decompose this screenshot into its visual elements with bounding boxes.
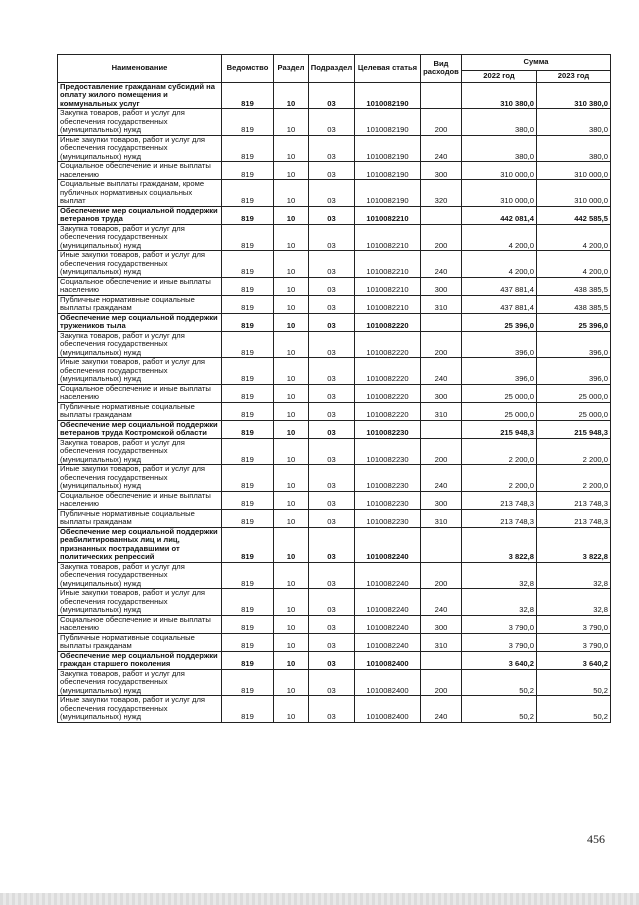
row-expense-type: 200	[421, 562, 462, 589]
row-sum-2022: 3 790,0	[462, 615, 537, 633]
row-section: 10	[274, 224, 309, 251]
row-sum-2023: 3 822,8	[537, 527, 611, 562]
table-row	[58, 224, 611, 251]
header-year-2022: 2022 год	[462, 71, 537, 83]
row-department: 819	[222, 251, 274, 278]
table-row	[58, 420, 611, 438]
row-name: Закупка товаров, работ и услуг для обеспечения государственных (муниципальных) нужд	[58, 562, 222, 589]
table-row	[58, 696, 611, 723]
row-department: 819	[222, 109, 274, 136]
row-section: 10	[274, 615, 309, 633]
row-sum-2022: 4 200,0	[462, 224, 537, 251]
row-sum-2023: 310 000,0	[537, 162, 611, 180]
row-section: 10	[274, 277, 309, 295]
row-name: Иные закупки товаров, работ и услуг для обеспечения государственных (муниципальных) нужд	[58, 696, 222, 723]
table-row	[58, 402, 611, 420]
table-row	[58, 615, 611, 633]
row-sum-2022: 25 000,0	[462, 384, 537, 402]
row-subsection: 03	[309, 527, 355, 562]
row-sum-2023: 2 200,0	[537, 465, 611, 492]
row-department: 819	[222, 384, 274, 402]
row-name: Социальное обеспечение и иные выплаты населению	[58, 491, 222, 509]
row-sum-2023: 25 000,0	[537, 402, 611, 420]
table-row	[58, 527, 611, 562]
row-subsection: 03	[309, 277, 355, 295]
row-expense-type: 310	[421, 633, 462, 651]
row-department: 819	[222, 527, 274, 562]
header-name: Наименование	[58, 55, 222, 83]
table-row	[58, 509, 611, 527]
row-section: 10	[274, 509, 309, 527]
row-sum-2023: 215 948,3	[537, 420, 611, 438]
row-section: 10	[274, 633, 309, 651]
row-expense-type: 300	[421, 277, 462, 295]
row-sum-2023: 310 000,0	[537, 180, 611, 207]
row-expense-type: 300	[421, 491, 462, 509]
row-section: 10	[274, 313, 309, 331]
row-section: 10	[274, 251, 309, 278]
row-name: Социальное обеспечение и иные выплаты населению	[58, 615, 222, 633]
row-sum-2022: 213 748,3	[462, 509, 537, 527]
table-row	[58, 384, 611, 402]
row-name: Обеспечение мер социальной поддержки ветеранов труда Костромской области	[58, 420, 222, 438]
row-subsection: 03	[309, 162, 355, 180]
row-subsection: 03	[309, 651, 355, 669]
table-row	[58, 562, 611, 589]
row-name: Иные закупки товаров, работ и услуг для обеспечения государственных (муниципальных) нужд	[58, 358, 222, 385]
row-subsection: 03	[309, 331, 355, 358]
row-name: Закупка товаров, работ и услуг для обеспечения государственных (муниципальных) нужд	[58, 438, 222, 465]
row-section: 10	[274, 384, 309, 402]
row-sum-2023: 438 385,5	[537, 295, 611, 313]
row-subsection: 03	[309, 633, 355, 651]
row-sum-2022: 215 948,3	[462, 420, 537, 438]
row-expense-type	[421, 313, 462, 331]
row-section: 10	[274, 420, 309, 438]
row-expense-type: 240	[421, 251, 462, 278]
row-section: 10	[274, 562, 309, 589]
row-department: 819	[222, 420, 274, 438]
table-row	[58, 82, 611, 109]
row-sum-2022: 442 081,4	[462, 206, 537, 224]
row-department: 819	[222, 562, 274, 589]
row-target: 1010082190	[355, 109, 421, 136]
row-target: 1010082210	[355, 251, 421, 278]
row-department: 819	[222, 509, 274, 527]
row-name: Социальное обеспечение и иные выплаты населению	[58, 277, 222, 295]
table-row	[58, 180, 611, 207]
budget-table	[57, 54, 611, 723]
row-subsection: 03	[309, 295, 355, 313]
row-target: 1010082230	[355, 420, 421, 438]
row-subsection: 03	[309, 696, 355, 723]
row-sum-2022: 380,0	[462, 109, 537, 136]
row-expense-type: 300	[421, 162, 462, 180]
row-name: Закупка товаров, работ и услуг для обеспечения государственных (муниципальных) нужд	[58, 109, 222, 136]
row-target: 1010082240	[355, 633, 421, 651]
row-section: 10	[274, 82, 309, 109]
row-target: 1010082220	[355, 402, 421, 420]
row-subsection: 03	[309, 180, 355, 207]
row-department: 819	[222, 295, 274, 313]
row-subsection: 03	[309, 420, 355, 438]
row-expense-type: 200	[421, 438, 462, 465]
row-name: Публичные нормативные социальные выплаты гражданам	[58, 509, 222, 527]
row-department: 819	[222, 313, 274, 331]
table-row	[58, 331, 611, 358]
row-name: Социальное обеспечение и иные выплаты населению	[58, 384, 222, 402]
row-department: 819	[222, 135, 274, 162]
row-sum-2023: 396,0	[537, 331, 611, 358]
table-row	[58, 358, 611, 385]
row-expense-type: 240	[421, 465, 462, 492]
table-row	[58, 313, 611, 331]
table-row	[58, 135, 611, 162]
row-sum-2023: 380,0	[537, 109, 611, 136]
row-department: 819	[222, 696, 274, 723]
table-row	[58, 277, 611, 295]
row-sum-2023: 4 200,0	[537, 224, 611, 251]
row-expense-type: 300	[421, 384, 462, 402]
row-sum-2022: 310 000,0	[462, 162, 537, 180]
table-body	[58, 82, 611, 722]
row-name: Иные закупки товаров, работ и услуг для обеспечения государственных (муниципальных) нужд	[58, 251, 222, 278]
row-sum-2023: 396,0	[537, 358, 611, 385]
row-name: Публичные нормативные социальные выплаты гражданам	[58, 295, 222, 313]
row-sum-2022: 437 881,4	[462, 277, 537, 295]
row-subsection: 03	[309, 615, 355, 633]
row-sum-2023: 50,2	[537, 696, 611, 723]
row-subsection: 03	[309, 562, 355, 589]
row-expense-type	[421, 527, 462, 562]
table-row	[58, 206, 611, 224]
row-sum-2023: 25 000,0	[537, 384, 611, 402]
table-row	[58, 162, 611, 180]
row-subsection: 03	[309, 669, 355, 696]
row-section: 10	[274, 527, 309, 562]
table-row	[58, 109, 611, 136]
row-name: Социальное обеспечение и иные выплаты населению	[58, 162, 222, 180]
row-section: 10	[274, 358, 309, 385]
row-sum-2022: 2 200,0	[462, 465, 537, 492]
row-department: 819	[222, 615, 274, 633]
header-expense-type: Вид расходов	[421, 55, 462, 83]
row-expense-type: 200	[421, 669, 462, 696]
row-section: 10	[274, 589, 309, 616]
row-name: Обеспечение мер социальной поддержки граждан старшего поколения	[58, 651, 222, 669]
row-sum-2022: 4 200,0	[462, 251, 537, 278]
row-sum-2022: 380,0	[462, 135, 537, 162]
row-sum-2023: 3 790,0	[537, 615, 611, 633]
row-section: 10	[274, 491, 309, 509]
row-sum-2023: 3 640,2	[537, 651, 611, 669]
row-expense-type: 310	[421, 402, 462, 420]
row-section: 10	[274, 295, 309, 313]
row-target: 1010082400	[355, 651, 421, 669]
row-name: Закупка товаров, работ и услуг для обеспечения государственных (муниципальных) нужд	[58, 224, 222, 251]
header-subsection: Подраздел	[309, 55, 355, 83]
row-expense-type: 240	[421, 696, 462, 723]
row-sum-2022: 310 380,0	[462, 82, 537, 109]
row-section: 10	[274, 651, 309, 669]
table-row	[58, 669, 611, 696]
row-target: 1010082400	[355, 669, 421, 696]
table-row	[58, 465, 611, 492]
row-subsection: 03	[309, 438, 355, 465]
row-sum-2023: 50,2	[537, 669, 611, 696]
row-sum-2022: 396,0	[462, 331, 537, 358]
row-name: Закупка товаров, работ и услуг для обеспечения государственных (муниципальных) нужд	[58, 669, 222, 696]
row-subsection: 03	[309, 402, 355, 420]
row-name: Иные закупки товаров, работ и услуг для обеспечения государственных (муниципальных) нужд	[58, 135, 222, 162]
row-sum-2023: 2 200,0	[537, 438, 611, 465]
row-sum-2023: 442 585,5	[537, 206, 611, 224]
header-department: Ведомство	[222, 55, 274, 83]
row-name: Социальные выплаты гражданам, кроме публичных нормативных социальных выплат	[58, 180, 222, 207]
row-target: 1010082230	[355, 491, 421, 509]
row-sum-2023: 25 396,0	[537, 313, 611, 331]
header-target: Целевая статья	[355, 55, 421, 83]
table-row	[58, 651, 611, 669]
row-sum-2022: 3 790,0	[462, 633, 537, 651]
row-sum-2022: 437 881,4	[462, 295, 537, 313]
row-subsection: 03	[309, 465, 355, 492]
row-subsection: 03	[309, 509, 355, 527]
row-department: 819	[222, 491, 274, 509]
row-sum-2023: 380,0	[537, 135, 611, 162]
row-expense-type: 300	[421, 615, 462, 633]
row-department: 819	[222, 180, 274, 207]
scan-edge-band	[0, 893, 639, 905]
row-sum-2022: 25 396,0	[462, 313, 537, 331]
table-row	[58, 633, 611, 651]
header-year-2023: 2023 год	[537, 71, 611, 83]
row-subsection: 03	[309, 358, 355, 385]
row-target: 1010082240	[355, 527, 421, 562]
row-sum-2023: 213 748,3	[537, 491, 611, 509]
row-name: Закупка товаров, работ и услуг для обеспечения государственных (муниципальных) нужд	[58, 331, 222, 358]
row-sum-2023: 310 380,0	[537, 82, 611, 109]
row-expense-type	[421, 651, 462, 669]
row-target: 1010082210	[355, 224, 421, 251]
row-target: 1010082210	[355, 206, 421, 224]
header-sum: Сумма	[462, 55, 611, 71]
table-row	[58, 295, 611, 313]
row-sum-2023: 3 790,0	[537, 633, 611, 651]
row-sum-2022: 310 000,0	[462, 180, 537, 207]
row-section: 10	[274, 206, 309, 224]
row-target: 1010082240	[355, 589, 421, 616]
row-target: 1010082230	[355, 465, 421, 492]
page-number: 456	[587, 832, 605, 846]
row-subsection: 03	[309, 491, 355, 509]
row-expense-type: 240	[421, 589, 462, 616]
row-target: 1010082190	[355, 162, 421, 180]
row-department: 819	[222, 669, 274, 696]
row-expense-type: 320	[421, 180, 462, 207]
row-section: 10	[274, 669, 309, 696]
row-department: 819	[222, 277, 274, 295]
row-target: 1010082220	[355, 313, 421, 331]
row-sum-2022: 50,2	[462, 669, 537, 696]
row-subsection: 03	[309, 135, 355, 162]
row-name: Иные закупки товаров, работ и услуг для обеспечения государственных (муниципальных) нужд	[58, 589, 222, 616]
row-department: 819	[222, 358, 274, 385]
row-expense-type: 200	[421, 224, 462, 251]
row-name: Иные закупки товаров, работ и услуг для обеспечения государственных (муниципальных) нужд	[58, 465, 222, 492]
row-sum-2022: 3 822,8	[462, 527, 537, 562]
row-expense-type: 240	[421, 358, 462, 385]
row-subsection: 03	[309, 384, 355, 402]
row-department: 819	[222, 589, 274, 616]
row-target: 1010082220	[355, 331, 421, 358]
row-target: 1010082220	[355, 384, 421, 402]
header-section: Раздел	[274, 55, 309, 83]
row-department: 819	[222, 402, 274, 420]
row-expense-type	[421, 206, 462, 224]
row-target: 1010082220	[355, 358, 421, 385]
row-name: Публичные нормативные социальные выплаты гражданам	[58, 402, 222, 420]
row-target: 1010082240	[355, 562, 421, 589]
row-target: 1010082210	[355, 295, 421, 313]
row-sum-2022: 213 748,3	[462, 491, 537, 509]
row-sum-2022: 32,8	[462, 562, 537, 589]
row-section: 10	[274, 135, 309, 162]
row-sum-2022: 50,2	[462, 696, 537, 723]
row-department: 819	[222, 331, 274, 358]
row-target: 1010082190	[355, 180, 421, 207]
row-expense-type: 310	[421, 509, 462, 527]
row-sum-2023: 213 748,3	[537, 509, 611, 527]
row-section: 10	[274, 438, 309, 465]
row-department: 819	[222, 206, 274, 224]
row-target: 1010082190	[355, 135, 421, 162]
row-sum-2023: 32,8	[537, 562, 611, 589]
row-subsection: 03	[309, 206, 355, 224]
row-expense-type: 200	[421, 331, 462, 358]
row-sum-2022: 32,8	[462, 589, 537, 616]
row-section: 10	[274, 402, 309, 420]
row-subsection: 03	[309, 251, 355, 278]
row-department: 819	[222, 82, 274, 109]
row-expense-type: 310	[421, 295, 462, 313]
row-department: 819	[222, 651, 274, 669]
table-row	[58, 589, 611, 616]
row-expense-type	[421, 420, 462, 438]
row-section: 10	[274, 162, 309, 180]
row-target: 1010082210	[355, 277, 421, 295]
row-sum-2022: 25 000,0	[462, 402, 537, 420]
row-section: 10	[274, 180, 309, 207]
row-subsection: 03	[309, 224, 355, 251]
row-subsection: 03	[309, 109, 355, 136]
row-sum-2023: 438 385,5	[537, 277, 611, 295]
table-row	[58, 491, 611, 509]
row-expense-type: 240	[421, 135, 462, 162]
row-sum-2022: 3 640,2	[462, 651, 537, 669]
table-row	[58, 438, 611, 465]
row-subsection: 03	[309, 313, 355, 331]
row-expense-type	[421, 82, 462, 109]
row-department: 819	[222, 224, 274, 251]
row-target: 1010082400	[355, 696, 421, 723]
row-name: Обеспечение мер социальной поддержки тружеников тыла	[58, 313, 222, 331]
row-sum-2023: 4 200,0	[537, 251, 611, 278]
row-name: Обеспечение мер социальной поддержки ветеранов труда	[58, 206, 222, 224]
row-name: Публичные нормативные социальные выплаты гражданам	[58, 633, 222, 651]
row-section: 10	[274, 696, 309, 723]
row-section: 10	[274, 109, 309, 136]
row-section: 10	[274, 331, 309, 358]
row-target: 1010082230	[355, 438, 421, 465]
row-sum-2023: 32,8	[537, 589, 611, 616]
row-target: 1010082230	[355, 509, 421, 527]
row-target: 1010082190	[355, 82, 421, 109]
row-department: 819	[222, 465, 274, 492]
row-subsection: 03	[309, 589, 355, 616]
row-sum-2022: 396,0	[462, 358, 537, 385]
row-section: 10	[274, 465, 309, 492]
row-expense-type: 200	[421, 109, 462, 136]
row-sum-2022: 2 200,0	[462, 438, 537, 465]
row-department: 819	[222, 438, 274, 465]
row-name: Обеспечение мер социальной поддержки реабилитированных лиц и лиц, признанных пострадавшими от политических репрессий	[58, 527, 222, 562]
row-subsection: 03	[309, 82, 355, 109]
row-department: 819	[222, 633, 274, 651]
table-row	[58, 251, 611, 278]
row-name: Предоставление гражданам субсидий на оплату жилого помещения и коммунальных услуг	[58, 82, 222, 109]
row-department: 819	[222, 162, 274, 180]
row-target: 1010082240	[355, 615, 421, 633]
